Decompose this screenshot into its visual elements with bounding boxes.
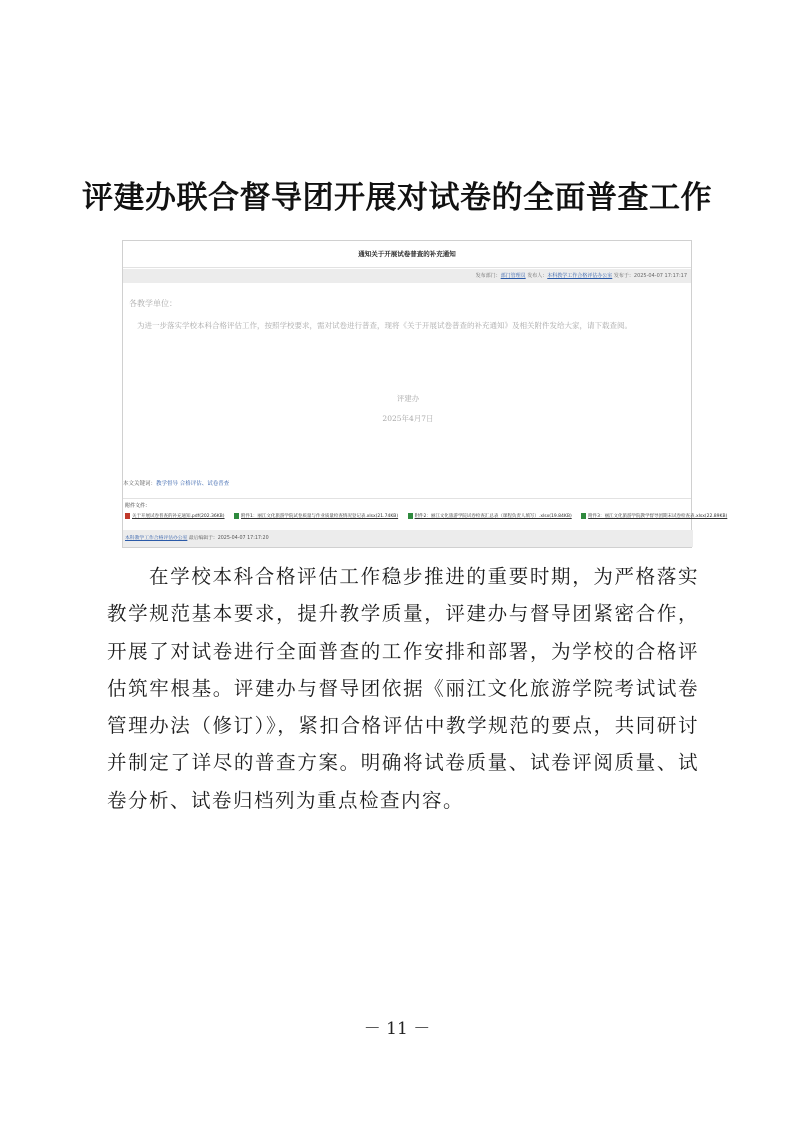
body-paragraph: 在学校本科合格评估工作稳步推进的重要时期，为严格落实教学规范基本要求，提升教学质量，评建办与督导团紧密合作，开展了对试卷进行全面普查的工作安排和部署，为学校的合格评估筑牢根基。评建办与督导团依据《丽江文化旅游学院考试试卷管理办法（修订）》，紧扣合格评估中教学规范的要点，共同研讨并制定了详尽的普查方案。明确将试卷质量、试卷评阅质量、试卷分析、试卷归档列为重点检查内容。 xyxy=(107,565,699,812)
pdf-icon xyxy=(125,513,130,519)
notice-title: 通知关于开展试卷普查的补充通知 xyxy=(123,241,691,268)
publisher-label: 发布人： xyxy=(527,273,548,279)
dept-link[interactable]: 部门管理员 xyxy=(500,273,526,279)
attachments-list xyxy=(125,513,735,521)
page-number: － 11 － xyxy=(363,1019,431,1039)
notice-greeting: 各教学单位： xyxy=(129,299,177,308)
excel-icon xyxy=(408,513,413,519)
publisher-link[interactable]: 本科教学工作合格评估办公室 xyxy=(547,273,613,279)
attachments-section xyxy=(123,498,728,529)
keywords-link[interactable]: 教学督导 合格评估、试卷普查 xyxy=(156,481,230,487)
notice-meta-bar xyxy=(123,269,691,283)
attachment-item[interactable] xyxy=(408,513,572,519)
attachment-item[interactable] xyxy=(125,513,225,519)
attachment-link[interactable]: 关于开展试卷普查的补充通知.pdf(202.36KB) xyxy=(132,514,225,519)
publish-time: 2025-04-07 17:17:17 xyxy=(633,273,687,279)
attachment-item[interactable] xyxy=(581,513,727,519)
edited-time: 2025-04-07 17:17:20 xyxy=(217,536,269,541)
footer-org-link[interactable]: 本科教学工作合格评估办公室 xyxy=(125,536,188,541)
attachment-link[interactable]: 附件1：丽江文化旅游学院试卷质量与作业质量检查情况登记表.xlsx(21.74KB) xyxy=(240,514,399,519)
notice-body: 为进一步落实学校本科合格评估工作，按照学校要求，需对试卷进行普查，现将《关于开展试卷普查的补充通知》及相关附件发给大家，请下载查阅。 xyxy=(137,321,632,330)
attachments-label: 附件文件： xyxy=(125,503,151,509)
notice-footer xyxy=(123,530,693,547)
excel-icon xyxy=(234,513,239,519)
time-label: 发布于： xyxy=(613,273,634,279)
page-title: 评建办联合督导团开展对试卷的全面普查工作 xyxy=(82,180,712,216)
attachment-link[interactable]: 附件3：丽江文化旅游学院教学督导团期末试卷检查表.xlsx(22.89KB) xyxy=(588,514,728,519)
notice-screenshot xyxy=(122,240,728,548)
signature-org: 评建办 xyxy=(396,394,420,403)
signature-date: 2025年4月7日 xyxy=(382,414,434,423)
dept-label: 发布部门： xyxy=(475,273,501,279)
edited-label: 最后编辑于： xyxy=(188,536,218,541)
excel-icon xyxy=(581,513,586,519)
keywords-label: 本文关键词： xyxy=(123,481,157,487)
attachment-item[interactable] xyxy=(234,513,398,519)
keywords-line xyxy=(123,479,229,487)
attachment-link[interactable]: 附件2：丽江文化旅游学院试卷检查汇总表（课程负责人填写）.xlsx(19.84KB) xyxy=(414,514,572,519)
